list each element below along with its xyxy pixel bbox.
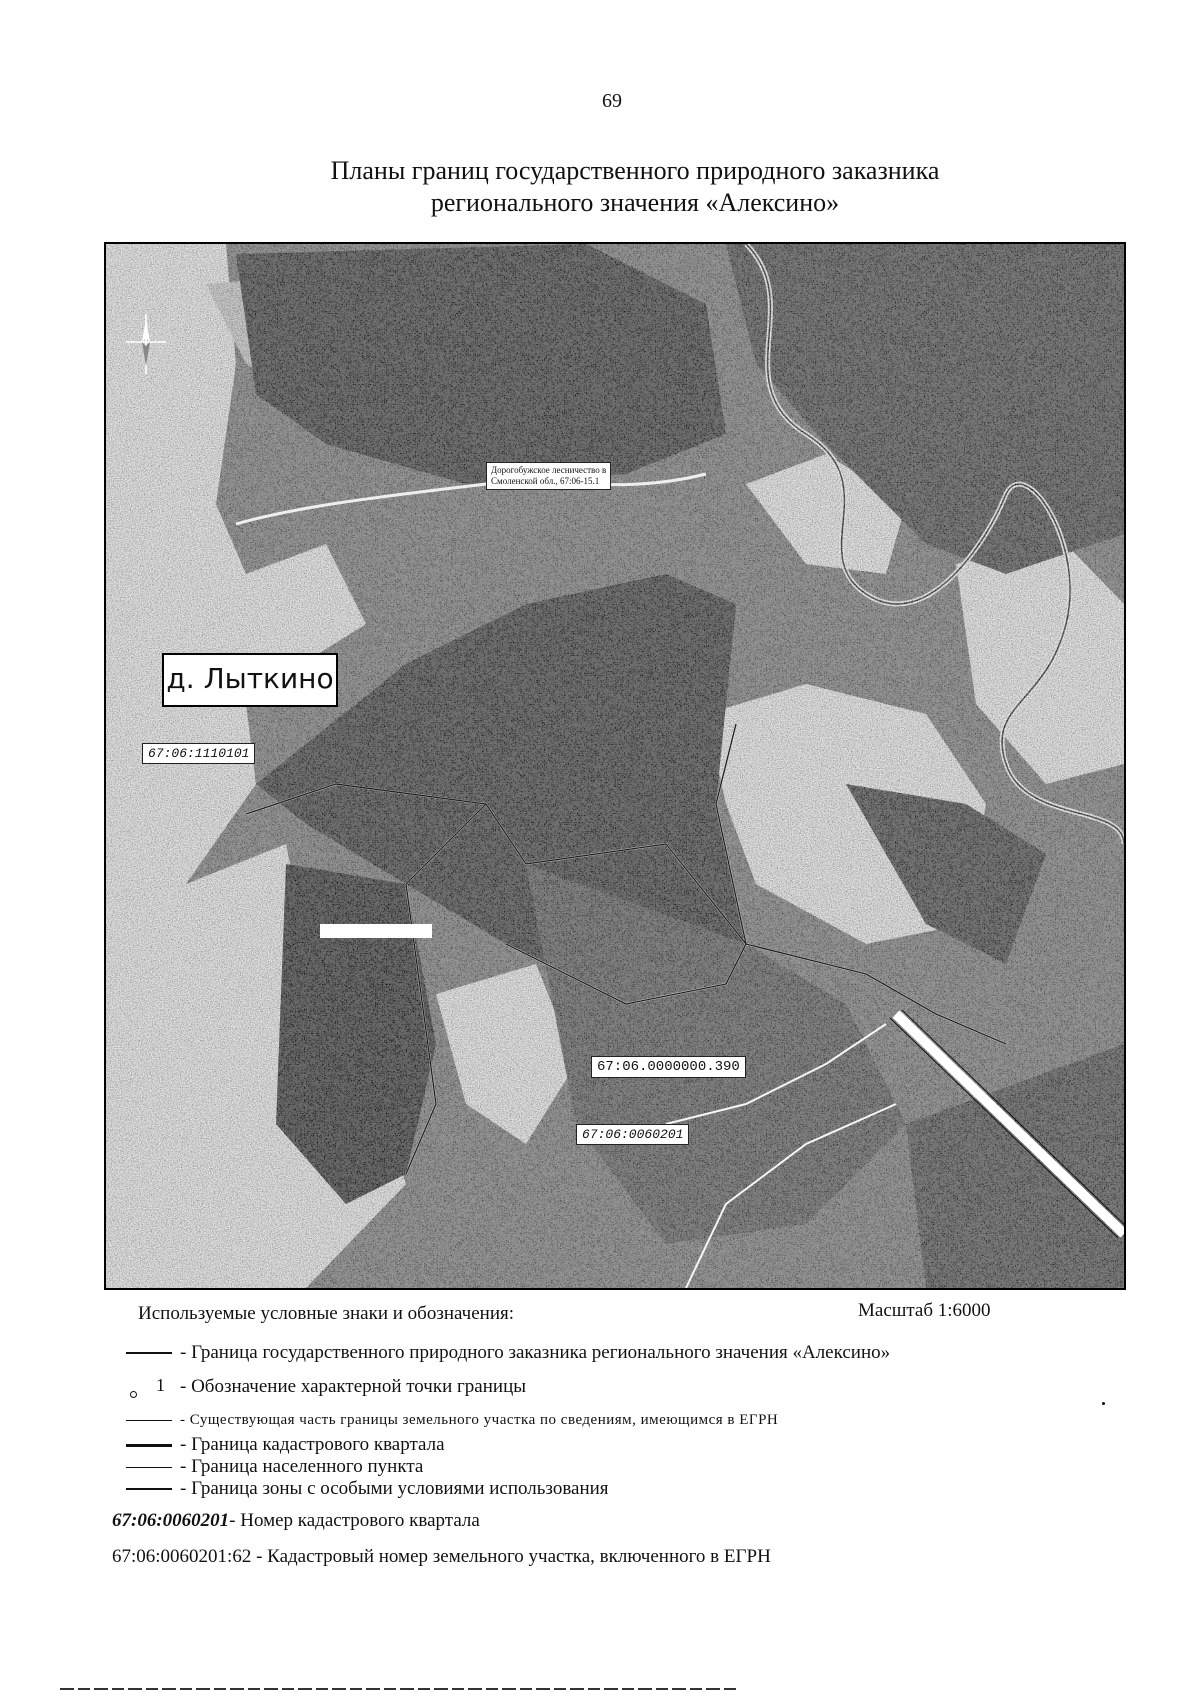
aerial-map[interactable]: [104, 242, 1126, 1290]
quarter-label-2: 67:06:0060201: [576, 1124, 689, 1145]
legend-item-label: - Обозначение характерной точки границы: [180, 1376, 526, 1397]
settlement-label: д. Лыткино: [162, 653, 338, 707]
legend-item-settlement-boundary: [126, 1456, 423, 1478]
line-symbol-icon: [126, 1488, 172, 1490]
point-symbol-icon: [126, 1377, 172, 1397]
legend-item-label: - Существующая часть границы земельного участка по сведениям, имеющимся в ЕГРН: [180, 1412, 779, 1428]
map-scale: Масштаб 1:6000: [858, 1300, 991, 1321]
quarter-code-desc: - Номер кадастрового квартала: [229, 1510, 480, 1531]
scan-speck: [1102, 1402, 1105, 1405]
blank-label-box: [320, 924, 432, 938]
legend-item-reserve-boundary: [126, 1342, 890, 1364]
quarter-label-1: 67:06:1110101: [142, 743, 255, 764]
legend-item-quarter-code: [112, 1510, 480, 1532]
point-dot-icon: [130, 1391, 137, 1398]
quarter-code: 67:06:0060201: [112, 1510, 230, 1531]
legend-item-boundary-point: [126, 1376, 526, 1398]
zone-label-line-2: Смоленской обл., 67:06-15.1: [491, 476, 600, 486]
zone-label: [486, 462, 611, 490]
legend-item-quarter-boundary: [126, 1434, 445, 1456]
legend-item-special-zone-boundary: [126, 1478, 609, 1500]
page-title: [0, 155, 1200, 219]
legend-item-parcel-code: 67:06:0060201:62 - Кадастровый номер земельного участка, включенного в ЕГРН: [112, 1546, 771, 1567]
title-line-1: Планы границ государственного природного заказника: [330, 156, 940, 185]
line-symbol-icon: [126, 1420, 172, 1421]
footer-rule: [60, 1688, 740, 1690]
legend-item-label: - Граница кадастрового квартала: [180, 1434, 445, 1455]
compass-icon: [126, 314, 166, 374]
legend-item-existing-parcel-boundary: [126, 1412, 778, 1429]
line-symbol-icon: [126, 1467, 172, 1468]
legend-item-label: - Граница населенного пункта: [180, 1456, 424, 1477]
line-symbol-icon: [126, 1444, 172, 1447]
zone-label-line-1: Дорогобужское лесничество в: [491, 465, 607, 475]
line-symbol-icon: [126, 1352, 172, 1354]
legend-item-label: - Граница государственного природного заказника регионального значения «Алексино»: [180, 1342, 891, 1363]
title-line-2: регионального значения «Алексино»: [430, 188, 840, 217]
legend-item-label: - Граница зоны с особыми условиями использования: [180, 1478, 609, 1499]
legend-heading: Используемые условные знаки и обозначения:: [138, 1303, 515, 1324]
page-number: 69: [602, 90, 622, 112]
point-number: 1: [156, 1375, 165, 1395]
parcel-label: 67:06.0000000.390: [591, 1056, 746, 1078]
